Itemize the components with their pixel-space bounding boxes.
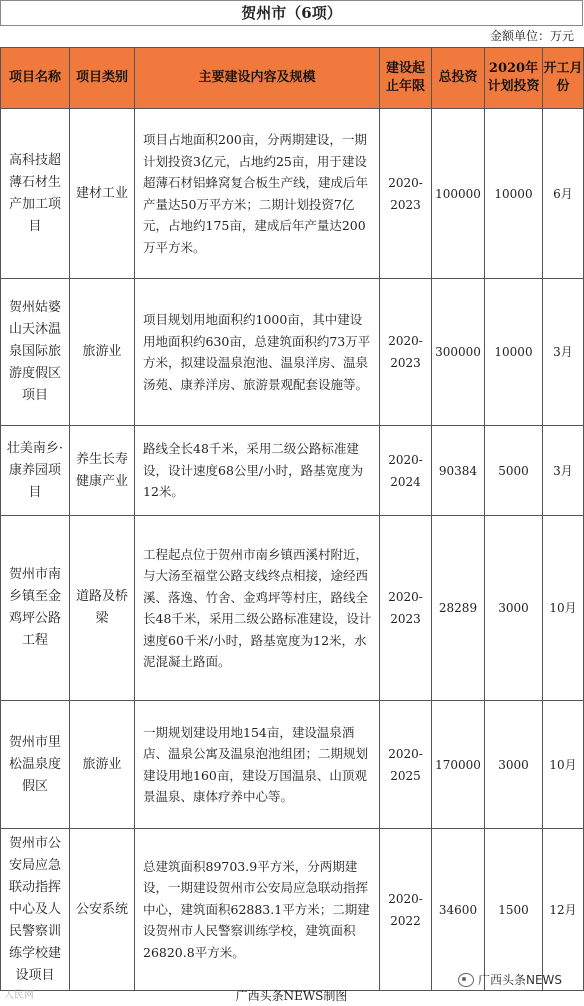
row-name: 贺州姑婆山天沐温泉国际旅游度假区项目: [1, 279, 70, 426]
header-years: 建设起止年限: [380, 48, 432, 109]
table-title: 贺州市（6项）: [0, 0, 583, 26]
table-row: [1, 426, 584, 516]
row-name: 贺州市公安局应急联动指挥中心及人民警察训练学校建设项目: [1, 829, 70, 991]
row-years: 2020-2022: [380, 829, 432, 991]
row-month: 10月: [543, 516, 584, 701]
header-plan: 2020年计划投资: [485, 48, 543, 109]
table-row: [1, 279, 584, 426]
row-category: 旅游业: [70, 279, 135, 426]
row-category: 建材工业: [70, 109, 135, 279]
header-category: 项目类别: [70, 48, 135, 109]
row-plan: 3000: [485, 516, 543, 701]
header-content: 主要建设内容及规模: [135, 48, 380, 109]
row-content: 一期规划建设用地154亩，建设温泉酒店、温泉公寓及温泉泡池组团；二期规划建设用地160亩，建设万国温泉、山顶观景温泉、康体疗养中心等。: [135, 701, 380, 829]
header-total: 总投资: [432, 48, 485, 109]
row-month: 3月: [543, 279, 584, 426]
row-month: 6月: [543, 109, 584, 279]
row-month: 10月: [543, 701, 584, 829]
row-name: 贺州市南乡镇至金鸡坪公路工程: [1, 516, 70, 701]
row-years: 2020-2024: [380, 426, 432, 516]
row-years: 2020-2023: [380, 516, 432, 701]
row-total: 170000: [432, 701, 485, 829]
row-total: 28289: [432, 516, 485, 701]
table-row: [1, 701, 584, 829]
row-name: 高科技超薄石材生产加工项目: [1, 109, 70, 279]
table-row: [1, 516, 584, 701]
row-content: 工程起点位于贺州市南乡镇西溪村附近，与大汤至福堂公路支线终点相接，途经西溪、落逸、竹舍、金鸡坪等村庄，路线全长48千米，采用二级公路标准建设，设计速度60千米/小时，路基宽度为12米，水泥混凝土路面。: [135, 516, 380, 701]
row-content: 项目规划用地面积约1000亩，其中建设用地面积约630亩，总建筑面积约73万平方米，拟建设温泉泡池、温泉洋房、温泉汤苑、康养洋房、旅游景观配套设施等。: [135, 279, 380, 426]
watermark-source: 人民网: [4, 990, 34, 1001]
row-category: 公安系统: [70, 829, 135, 991]
table-row: [1, 109, 584, 279]
row-month: 12月: [543, 829, 584, 991]
row-plan: 5000: [485, 426, 543, 516]
unit-note: 金额单位：万元: [489, 29, 574, 43]
row-total: 90384: [432, 426, 485, 516]
project-table: [0, 47, 584, 991]
table-row: [1, 829, 584, 991]
row-years: 2020-2025: [380, 701, 432, 829]
header-row: [1, 48, 584, 109]
row-plan: 1500: [485, 829, 543, 991]
row-name: 壮美南乡·康养园项目: [1, 426, 70, 516]
row-total: 300000: [432, 279, 485, 426]
row-category: 道路及桥梁: [70, 516, 135, 701]
row-month: 3月: [543, 426, 584, 516]
row-total: 100000: [432, 109, 485, 279]
row-category: 养生长寿健康产业: [70, 426, 135, 516]
row-category: 旅游业: [70, 701, 135, 829]
row-plan: 10000: [485, 109, 543, 279]
row-years: 2020-2023: [380, 109, 432, 279]
row-plan: 3000: [485, 701, 543, 829]
row-content: 项目占地面积200亩，分两期建设，一期计划投资3亿元，占地约25亩，用于建设超薄石材铝蜂窝复合板生产线，建成后年产量达50万平方米；二期计划投资7亿元，占地约175亩，建成后年产量达200万平方米。: [135, 109, 380, 279]
row-content: 总建筑面积89703.9平方米，分两期建设，一期建设贺州市公安局应急联动指挥中心，建筑面积62883.1平方米；二期建设贺州市人民警察训练学校，建筑面积26820.8平方米。: [135, 829, 380, 991]
chat-bubble-icon: [458, 973, 474, 987]
header-name: 项目名称: [1, 48, 70, 109]
row-plan: 10000: [485, 279, 543, 426]
header-month: 开工月份: [543, 48, 584, 109]
watermark-brand-text: 广西头条NEWS: [478, 973, 563, 987]
row-years: 2020-2023: [380, 279, 432, 426]
row-name: 贺州市里松温泉度假区: [1, 701, 70, 829]
row-total: 34600: [432, 829, 485, 991]
footer-credit: 广西头条NEWS制图: [235, 989, 348, 1003]
row-content: 路线全长48千米，采用二级公路标准建设，设计速度68公里/小时，路基宽度为12米。: [135, 426, 380, 516]
